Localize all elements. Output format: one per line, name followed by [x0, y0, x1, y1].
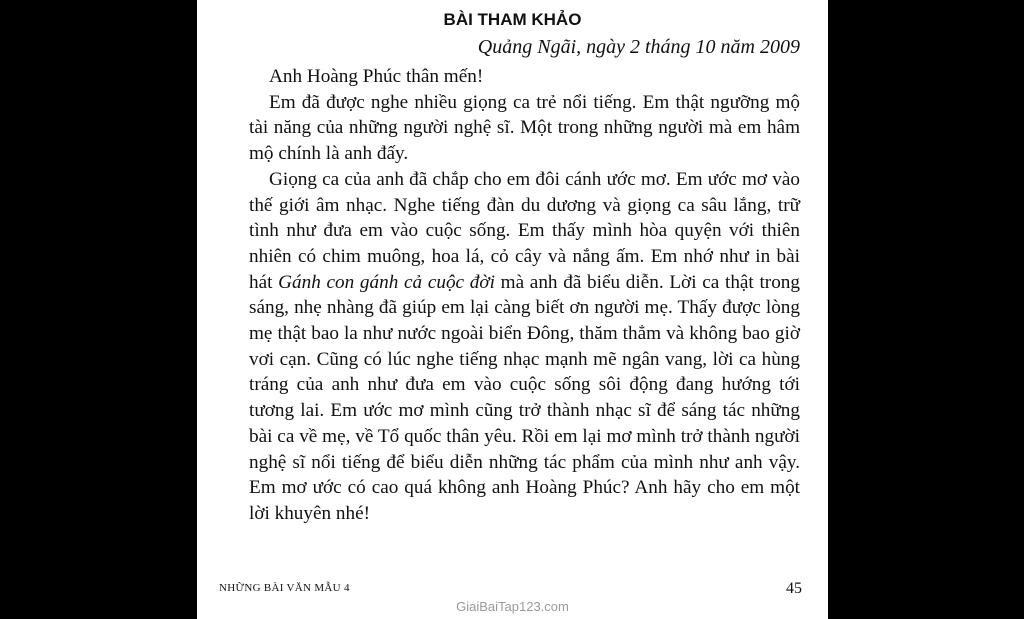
page-number: 45 — [786, 580, 802, 597]
letter-body — [249, 64, 800, 527]
paragraph-1: Em đã được nghe nhiều giọng ca trẻ nổi tiếng. Em thật ngưỡng mộ tài năng của những người nghệ sĩ. Một trong những người mà em hâm mộ chính là anh đấy. — [249, 91, 800, 165]
book-title-footer: NHỮNG BÀI VĂN MẪU 4 — [219, 582, 350, 594]
song-title: Gánh con gánh cả cuộc đời — [278, 271, 495, 293]
dateline: Quảng Ngãi, ngày 2 tháng 10 năm 2009 — [477, 36, 800, 58]
page-title: BÀI THAM KHẢO — [443, 10, 582, 29]
paragraph-2 — [249, 167, 800, 527]
document-page — [197, 0, 828, 619]
paragraph-2-part-2: mà anh đã biểu diễn. Lời ca thật trong sáng, nhẹ nhàng đã giúp em lại càng biết ơn người mẹ. Thấy được lòng mẹ thật bao la như nước ngoài biển Đông, thăm thẳm và không bao giờ vơi cạn. Cũng có lúc nghe tiếng nhạc mạnh mẽ ngân vang, lời ca hùng tráng của anh như đưa em vào cuộc sống sôi động đang hướng tới tương lai. Em ước mơ mình cũng trở thành nhạc sĩ để sáng tác những bài ca về mẹ, về Tổ quốc thân yêu. Rồi em lại mơ mình trở thành người nghệ sĩ nổi tiếng để biểu diễn những tác phẩm của mình như anh vậy. Em mơ ước có cao quá không anh Hoàng Phúc? Anh hãy cho em một lời khuyên nhé! — [249, 271, 800, 524]
paragraph-2-part-1: Giọng ca của anh đã chắp cho em đôi cánh ước mơ. Em ước mơ vào thế giới âm nhạc. Nghe tiếng đàn du dương và giọng ca sâu lắng, trữ tình như đưa em vào cuộc sống. Em thấy mình hòa quyện với thiên nhiên có chim muông, hoa lá, cỏ cây và nắng ấm. Em nhớ như in bài hát — [249, 168, 800, 293]
watermark: GiaiBaiTap123.com — [456, 599, 569, 614]
greeting: Anh Hoàng Phúc thân mến! — [269, 66, 484, 87]
